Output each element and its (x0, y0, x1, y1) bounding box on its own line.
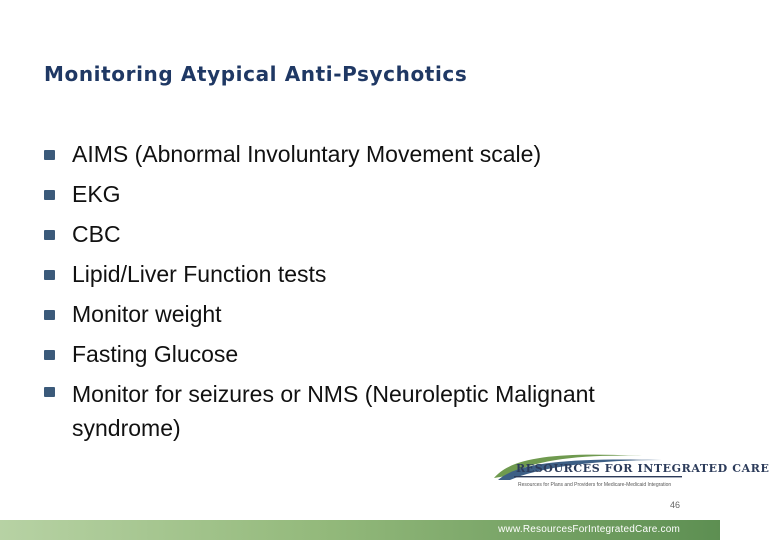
footer-bar (0, 520, 720, 540)
swoosh-logo-icon (492, 452, 688, 498)
slide-title: Monitoring Atypical Anti-Psychotics (44, 62, 468, 86)
bullet-text: Monitor weight (72, 301, 222, 327)
bullet-text: CBC (72, 221, 121, 247)
bullet-text: EKG (72, 181, 121, 207)
square-bullet-icon (44, 310, 55, 320)
bullet-text: Lipid/Liver Function tests (72, 261, 327, 287)
logo (492, 452, 769, 498)
footer-url: www.ResourcesForIntegratedCare.com (498, 524, 680, 535)
bullet-list (44, 134, 684, 445)
bullet-text: AIMS (Abnormal Involuntary Movement scale) (72, 141, 542, 167)
bullet-item (44, 214, 684, 254)
square-bullet-icon (44, 387, 55, 397)
square-bullet-icon (44, 230, 55, 240)
bullet-item (44, 374, 684, 445)
square-bullet-icon (44, 270, 55, 280)
bullet-item (44, 174, 684, 214)
logo-tagline: Resources for Plans and Providers for Medicare-Medicaid Integration (518, 482, 672, 488)
bullet-item (44, 254, 684, 294)
bullet-text: Fasting Glucose (72, 341, 239, 367)
logo-name: RESOURCES FOR INTEGRATED CARE (516, 462, 769, 475)
bullet-item (44, 134, 684, 174)
square-bullet-icon (44, 350, 55, 360)
bullet-item (44, 294, 684, 334)
square-bullet-icon (44, 150, 55, 160)
square-bullet-icon (44, 190, 55, 200)
bullet-text: Monitor for seizures or NMS (Neuroleptic Malignant syndrome) (72, 381, 595, 441)
bullet-item (44, 334, 684, 374)
page-number: 46 (669, 500, 680, 510)
